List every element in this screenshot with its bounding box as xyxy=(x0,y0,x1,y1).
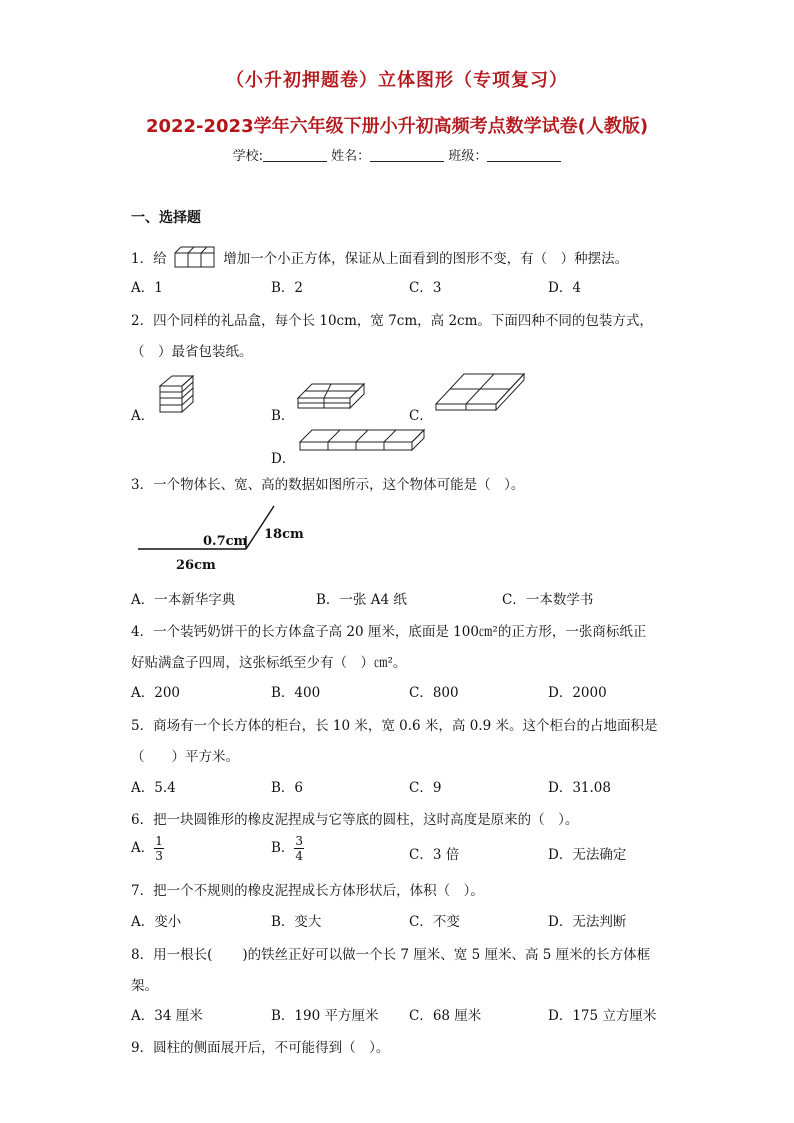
q7-option-b[interactable]: B．变大 xyxy=(271,914,322,930)
q4-option-a[interactable]: A．200 xyxy=(131,685,181,701)
q8-option-a[interactable]: A．34 厘米 xyxy=(131,1008,203,1024)
q6-option-a-fraction xyxy=(154,834,164,863)
q8-text-part1: 8．用一根长( xyxy=(131,947,213,963)
question-4-line2: 好贴满盒子四周，这张标纸至少有（ ）㎝²。 xyxy=(131,655,407,671)
q6-option-a-denominator: 3 xyxy=(155,849,163,863)
q6-option-a-label: A． xyxy=(131,840,155,856)
q8-option-d[interactable]: D．175 立方厘米 xyxy=(548,1008,657,1024)
q7-option-d[interactable]: D．无法判断 xyxy=(548,914,627,930)
q1-number: 1．给 xyxy=(131,251,167,267)
question-1 xyxy=(131,245,628,269)
q5-option-d[interactable]: D．31.08 xyxy=(548,780,611,796)
q6-option-b[interactable] xyxy=(271,834,304,863)
q2-option-a[interactable]: A． xyxy=(131,408,155,424)
q3-height-label: 18cm xyxy=(264,527,304,542)
q3-option-c[interactable]: C．一本数学书 xyxy=(502,592,594,608)
school-blank[interactable] xyxy=(263,149,327,162)
question-5-line1: 5．商场有一个长方体的柜台，长 10 米，宽 0.6 米，高 0.9 米。这个柜台的占地面积是 xyxy=(131,718,658,734)
question-2-line2: （ ）最省包装纸。 xyxy=(131,344,253,360)
q6-option-b-numerator: 3 xyxy=(295,834,304,848)
question-8-line1 xyxy=(131,943,650,963)
q8-text-part2: )的铁丝正好可以做一个长 7 厘米、宽 5 厘米、高 5 厘米的长方体框 xyxy=(242,947,651,963)
class-blank[interactable] xyxy=(487,149,561,162)
question-6: 6．把一块圆锥形的橡皮泥捏成与它等底的圆柱，这时高度是原来的（ ）。 xyxy=(131,812,579,828)
name-label: 姓名： xyxy=(331,149,371,164)
q4-option-b[interactable]: B．400 xyxy=(271,685,321,701)
q6-option-d[interactable]: D．无法确定 xyxy=(548,847,627,863)
q6-option-a[interactable] xyxy=(131,834,164,863)
question-7: 7．把一个不规则的橡皮泥捏成长方体形状后，体积（ ）。 xyxy=(131,883,484,899)
q8-option-c[interactable]: C．68 厘米 xyxy=(409,1008,482,1024)
q2-row-of-four-figure xyxy=(296,426,428,454)
section-heading: 一、选择题 xyxy=(131,210,201,226)
q3-option-b[interactable]: B．一张 A4 纸 xyxy=(316,592,407,608)
exam-subtitle: 2022-2023学年六年级下册小升初高频考点数学试卷(人教版) xyxy=(145,116,649,137)
q6-option-a-numerator: 1 xyxy=(155,834,163,848)
student-info-row xyxy=(0,145,794,164)
q5-option-b[interactable]: B．6 xyxy=(271,780,304,796)
q3-length-label: 26cm xyxy=(176,558,216,573)
q1-option-d[interactable]: D．4 xyxy=(548,280,581,296)
name-blank[interactable] xyxy=(370,149,444,162)
q2-option-b[interactable]: B． xyxy=(271,408,295,424)
q6-option-b-fraction xyxy=(294,834,304,863)
class-label: 班级： xyxy=(448,149,488,164)
q2-flat-square-figure xyxy=(432,370,528,414)
q5-option-a[interactable]: A．5.4 xyxy=(131,780,176,796)
q2-stacked-boxes-figure xyxy=(156,374,196,416)
q6-option-b-label: B． xyxy=(271,840,295,856)
q1-option-b[interactable]: B．2 xyxy=(271,280,304,296)
exam-title: （小升初押题卷）立体图形（专项复习） xyxy=(226,70,568,91)
q6-option-c[interactable]: C．3 倍 xyxy=(409,847,460,863)
q3-option-a[interactable]: A．一本新华字典 xyxy=(131,592,236,608)
question-3: 3．一个物体长、宽、高的数据如图所示，这个物体可能是（ ）。 xyxy=(131,477,525,493)
question-8-line2: 架。 xyxy=(131,978,158,994)
q4-option-d[interactable]: D．2000 xyxy=(548,685,607,701)
q4-option-c[interactable]: C．800 xyxy=(409,685,459,701)
q7-option-a[interactable]: A．变小 xyxy=(131,914,182,930)
q5-option-c[interactable]: C．9 xyxy=(409,780,442,796)
question-2-line1: 2．四个同样的礼品盒，每个长 10cm，宽 7cm，高 2cm。下面四种不同的包装方式， xyxy=(131,313,653,329)
q8-option-b[interactable]: B．190 平方厘米 xyxy=(271,1008,379,1024)
q3-width-label: 0.7cm xyxy=(203,534,248,549)
q6-option-b-denominator: 4 xyxy=(295,849,304,863)
q2-two-by-two-flat-figure xyxy=(294,380,366,412)
q1-option-a[interactable]: A．1 xyxy=(131,280,163,296)
question-4-line1: 4．一个装钙奶饼干的长方体盒子高 20 厘米，底面是 100㎝²的正方形，一张商标纸正 xyxy=(131,624,647,640)
q7-option-c[interactable]: C．不变 xyxy=(409,914,460,930)
q1-cube-figure xyxy=(173,245,217,269)
question-5-line2: （ ）平方米。 xyxy=(131,749,239,765)
q1-text: 增加一个小正方体，保证从上面看到的图形不变，有（ ）种摆法。 xyxy=(223,251,629,267)
q1-option-c[interactable]: C．3 xyxy=(409,280,442,296)
school-label: 学校: xyxy=(232,149,264,164)
question-9: 9．圆柱的侧面展开后，不可能得到（ ）。 xyxy=(131,1040,390,1056)
q2-option-c[interactable]: C． xyxy=(409,408,433,424)
q2-option-d[interactable]: D． xyxy=(271,451,296,467)
